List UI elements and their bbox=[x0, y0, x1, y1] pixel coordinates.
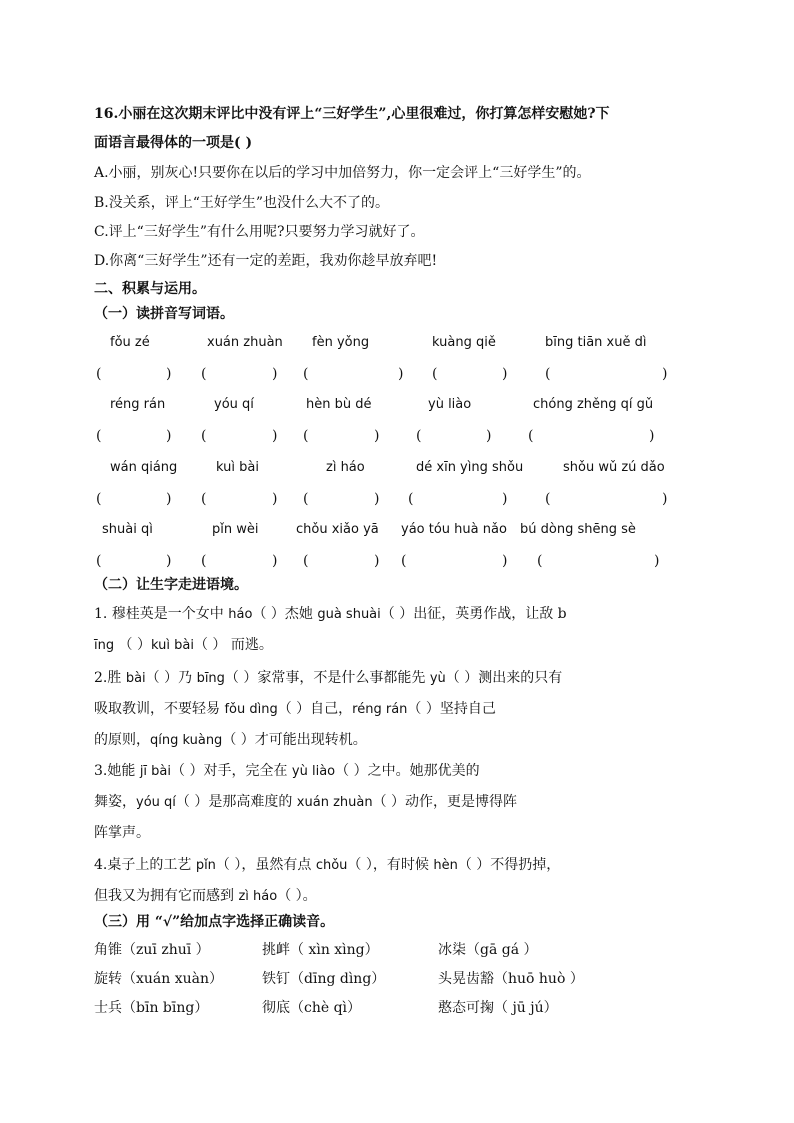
part1-title: （一）读拼音写词语。 bbox=[94, 306, 234, 322]
text: （ ）不得扔掉， bbox=[457, 857, 561, 873]
blank-open: ( bbox=[201, 428, 207, 444]
blank-close: ) bbox=[502, 366, 508, 382]
text: （ ）动作，更是博得阵 bbox=[372, 794, 518, 810]
text: （ ） bbox=[114, 637, 152, 653]
text: （ ），有时候 bbox=[347, 857, 434, 873]
q16-line1: 16.小丽在这次期末评比中没有评上“三好学生”,心里很难过，你打算怎样安慰她?下 bbox=[94, 106, 610, 122]
blank-close: ) bbox=[374, 491, 380, 507]
blank-close: ) bbox=[502, 491, 508, 507]
pinyin-cell: fǒu zé bbox=[110, 335, 150, 350]
blank-close: ) bbox=[649, 428, 655, 444]
pinyin-cell: bú dòng shēng sè bbox=[520, 522, 636, 537]
q16-option-d: D.你离“三好学生”还有一定的差距，我劝你趁早放弃吧! bbox=[94, 253, 438, 269]
reading-choice: 角锥（zuī zhuī ） bbox=[94, 942, 210, 958]
text: （ ） 而逃。 bbox=[193, 637, 273, 653]
text: （ ）家常事，不是什么事都能先 bbox=[224, 670, 430, 686]
blank-open: ( bbox=[303, 428, 309, 444]
pinyin-cell: hèn bù dé bbox=[306, 397, 372, 412]
pinyin-inline: háo bbox=[228, 607, 253, 622]
text: （ ）杰她 bbox=[252, 606, 318, 622]
reading-choice: 彻底（chè qì） bbox=[262, 1000, 362, 1016]
pinyin-cell: xuán zhuàn bbox=[207, 335, 283, 350]
blank-close: ) bbox=[272, 491, 278, 507]
pinyin-inline: īng bbox=[94, 638, 115, 653]
text: （ ），虽然有点 bbox=[215, 857, 316, 873]
blank-open: ( bbox=[416, 428, 422, 444]
pinyin-cell: chǒu xiǎo yā bbox=[296, 522, 379, 537]
pinyin-cell: chóng zhěng qí gǔ bbox=[533, 397, 654, 412]
part2-line bbox=[94, 604, 714, 625]
pinyin-cell: yóu qí bbox=[214, 397, 254, 412]
section2-title: 二、积累与运用。 bbox=[94, 281, 206, 297]
blank-close: ) bbox=[166, 428, 172, 444]
text: 的原则， bbox=[94, 732, 150, 748]
blank-close: ) bbox=[662, 366, 668, 382]
pinyin-cell: réng rán bbox=[110, 397, 166, 412]
part2-line bbox=[94, 886, 714, 907]
blank-open: ( bbox=[96, 428, 102, 444]
pinyin-cell: yù liào bbox=[428, 397, 472, 412]
blank-close: ) bbox=[272, 428, 278, 444]
blank-close: ) bbox=[374, 553, 380, 569]
blank-close: ) bbox=[374, 428, 380, 444]
blank-open: ( bbox=[96, 553, 102, 569]
blank-close: ) bbox=[166, 553, 172, 569]
part2-line bbox=[94, 823, 714, 843]
pinyin-inline: réng rán bbox=[352, 702, 408, 717]
blank-close: ) bbox=[654, 553, 660, 569]
blank-close: ) bbox=[398, 366, 404, 382]
blank-open: ( bbox=[96, 366, 102, 382]
pinyin-inline: yù liào bbox=[291, 764, 336, 779]
blank-open: ( bbox=[96, 491, 102, 507]
text: 4.桌子上的工艺 bbox=[94, 857, 196, 873]
blank-open: ( bbox=[528, 428, 534, 444]
part2-title: （二）让生字走进语境。 bbox=[94, 577, 248, 593]
text: 吸取教训，不要轻易 bbox=[94, 701, 225, 717]
q16-option-c: C.评上“三好学生”有什么用呢?只要努力学习就好了。 bbox=[94, 224, 425, 240]
reading-choice: 铁钉（dīng dìng） bbox=[262, 971, 386, 987]
pinyin-inline: zì háo bbox=[238, 889, 278, 904]
pinyin-cell: shǒu wǔ zú dǎo bbox=[563, 460, 665, 475]
text: 1. 穆桂英是一个女中 bbox=[94, 606, 229, 622]
text: 阵掌声。 bbox=[94, 825, 150, 841]
text: 3.她能 bbox=[94, 763, 140, 779]
blank-open: ( bbox=[303, 491, 309, 507]
blank-open: ( bbox=[201, 553, 207, 569]
blank-close: ) bbox=[272, 366, 278, 382]
pinyin-cell: pǐn wèi bbox=[212, 522, 259, 537]
reading-choice: 头晃齿豁（huō huò ） bbox=[438, 971, 584, 987]
text: （ ）测出来的只有 bbox=[445, 670, 563, 686]
part2-line bbox=[94, 761, 714, 782]
text: （ ）乃 bbox=[145, 670, 197, 686]
q16-line2: 面语言最得体的一项是( ) bbox=[94, 135, 253, 151]
blank-open: ( bbox=[432, 366, 438, 382]
text: （ ）出征，英勇作战，让敌 b bbox=[380, 606, 567, 622]
text: 但我又为拥有它而感到 bbox=[94, 888, 239, 904]
blank-close: ) bbox=[166, 491, 172, 507]
pinyin-cell: dé xīn yìng shǒu bbox=[416, 460, 524, 475]
reading-choice: 冰柒（gā gá ） bbox=[438, 942, 538, 958]
pinyin-inline: yóu qí bbox=[136, 795, 176, 810]
blank-open: ( bbox=[201, 491, 207, 507]
pinyin-cell: bīng tiān xuě dì bbox=[545, 335, 647, 350]
blank-open: ( bbox=[537, 553, 543, 569]
pinyin-inline: pǐn bbox=[195, 858, 216, 873]
pinyin-cell: shuài qì bbox=[102, 522, 153, 537]
pinyin-inline: jī bài bbox=[139, 764, 171, 779]
pinyin-cell: fèn yǒng bbox=[312, 335, 370, 350]
reading-choice: 憨态可掬（ jū jú） bbox=[438, 1000, 558, 1016]
text: （ ）坚持自己 bbox=[407, 701, 496, 717]
text: （ ）是那高难度的 bbox=[175, 794, 297, 810]
blank-close: ) bbox=[166, 366, 172, 382]
blank-open: ( bbox=[401, 553, 407, 569]
part2-line bbox=[94, 730, 714, 751]
pinyin-cell: kuàng qiě bbox=[432, 335, 496, 350]
part2-line bbox=[94, 855, 714, 876]
text: （ ）自己， bbox=[277, 701, 353, 717]
text: （ ）之中。她那优美的 bbox=[335, 763, 480, 779]
pinyin-cell: yáo tóu huà nǎo bbox=[401, 522, 507, 537]
pinyin-inline: bīng bbox=[196, 671, 225, 686]
blank-open: ( bbox=[201, 366, 207, 382]
part3-title: （三）用 “√”给加点字选择正确读音。 bbox=[94, 914, 335, 930]
pinyin-inline: yù bbox=[429, 671, 446, 686]
reading-choice: 士兵（bīn bīng） bbox=[94, 1000, 209, 1016]
pinyin-cell: wán qiáng bbox=[110, 460, 178, 475]
text: 2.胜 bbox=[94, 670, 126, 686]
pinyin-inline: qíng kuàng bbox=[150, 733, 223, 748]
part2-line bbox=[94, 635, 714, 656]
pinyin-inline: kuì bài bbox=[151, 638, 194, 653]
blank-close: ) bbox=[662, 491, 668, 507]
part2-line bbox=[94, 792, 714, 813]
blank-close: ) bbox=[502, 553, 508, 569]
blank-open: ( bbox=[303, 366, 309, 382]
blank-open: ( bbox=[545, 366, 551, 382]
text: （ ）对手，完全在 bbox=[171, 763, 292, 779]
part2-line bbox=[94, 668, 714, 689]
text: 舞姿， bbox=[94, 794, 136, 810]
blank-open: ( bbox=[303, 553, 309, 569]
pinyin-inline: guà shuài bbox=[317, 607, 381, 622]
part2-line bbox=[94, 699, 714, 720]
pinyin-inline: hèn bbox=[433, 858, 458, 873]
blank-open: ( bbox=[545, 491, 551, 507]
reading-choice: 挑衅（ xìn xìng） bbox=[262, 942, 379, 958]
blank-close: ) bbox=[486, 428, 492, 444]
q16-option-a: A.小丽，别灰心!只要你在以后的学习中加倍努力，你一定会评上“三好学生”的。 bbox=[94, 165, 591, 181]
reading-choice: 旋转（xuán xuàn） bbox=[94, 971, 224, 987]
pinyin-inline: bài bbox=[125, 671, 146, 686]
blank-open: ( bbox=[408, 491, 414, 507]
pinyin-inline: fǒu dìng bbox=[224, 702, 278, 717]
q16-option-b: B.没关系，评上“王好学生”也没什么大不了的。 bbox=[94, 195, 390, 211]
pinyin-inline: chǒu bbox=[315, 858, 348, 873]
text: （ ）。 bbox=[277, 888, 317, 904]
pinyin-cell: zì háo bbox=[326, 460, 365, 475]
pinyin-inline: xuán zhuàn bbox=[296, 795, 373, 810]
pinyin-cell: kuì bài bbox=[216, 460, 259, 475]
blank-close: ) bbox=[272, 553, 278, 569]
text: （ ）才可能出现转机。 bbox=[222, 732, 367, 748]
